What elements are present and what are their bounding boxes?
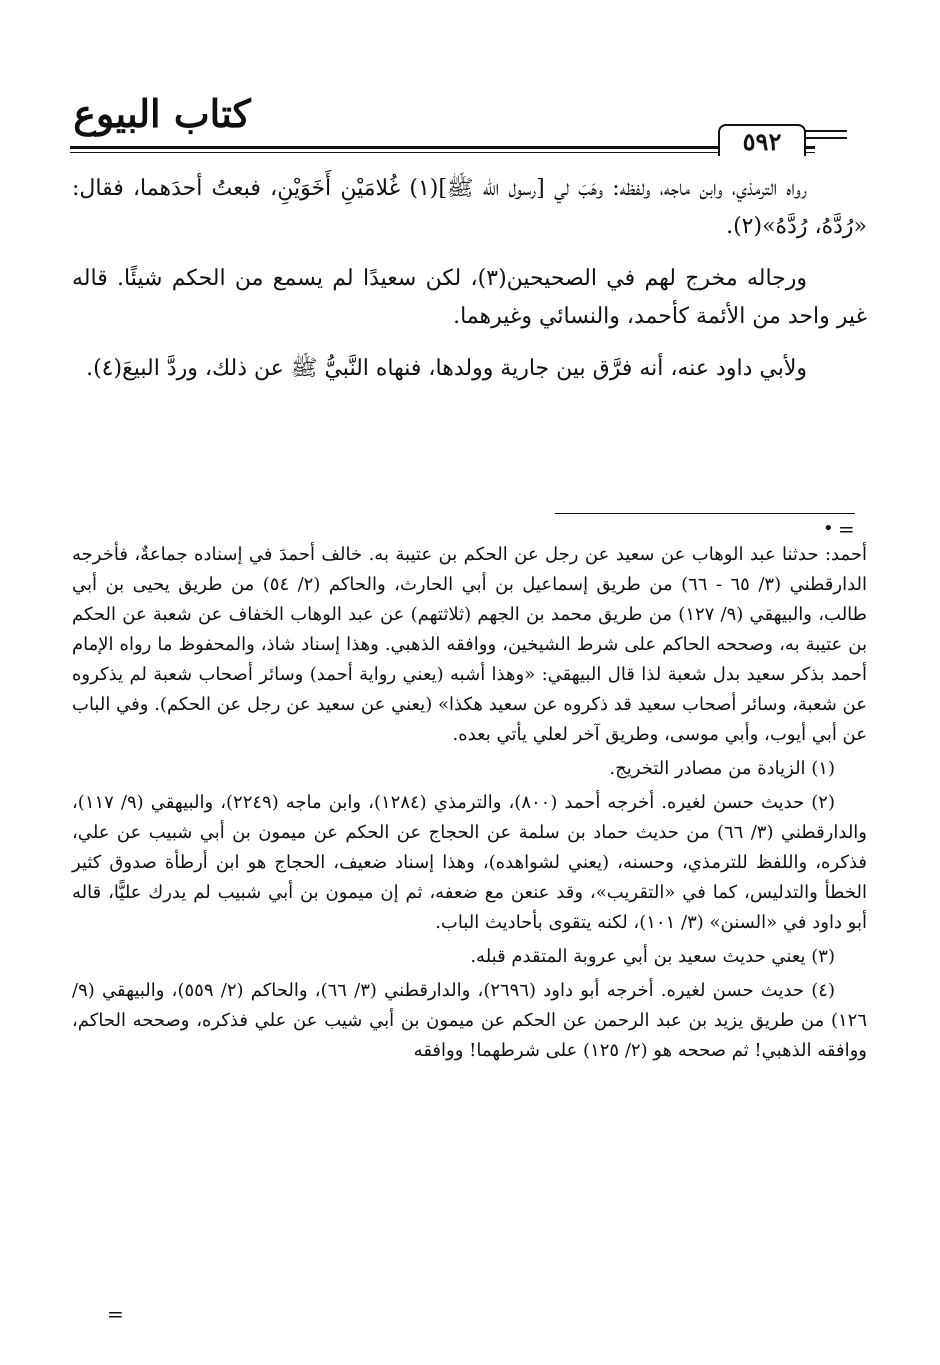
footnote-continuation-dot: • (823, 518, 834, 539)
page-header (0, 0, 940, 160)
main-paragraph: رواه الترمذي، وابن ماجه، ولفظه: وهَبَ لي [رسول الله ﷺ](١) غُلامَيْنِ أَخَوَيْنِ، فبعتُ أحدَهما، فقال: «رُدَّهُ، رُدَّهُ»(٢). (72, 176, 867, 239)
header-rule-thin (70, 152, 815, 153)
header-rule-right-bottom (805, 137, 847, 139)
footnotes (72, 540, 867, 1070)
footnote-divider (555, 513, 855, 514)
footnote-continued: أحمد: حدثنا عبد الوهاب عن سعيد عن رجل عن الحكم بن عتيبة به. خالف أحمدَ في إسناده جماعةٌ، فأخرجه الدارقطني (٣/ ٦٥ - ٦٦) من طريق إسماعيل بن أبي الحارث، والحاكم (٢/ ٥٤) من طريق يحيى بن أبي طالب، والبيهقي (٩/ ١٢٧) من طريق محمد بن الجهم (ثلاثتهم) عن عبد الوهاب الخفاف عن شعبة عن الحكم بن عتيبة به، وصححه الحاكم على شرط الشيخين، ووافقه الذهبي. وهذا إسناد شاذ، والمحفوظ ما رواه الإمام أحمد بذكر سعيد بدل شعبة لذا قال البيهقي: «وهذا أشبه (يعني رواية أحمد) وسائر أصحاب شعبة لم يذكروه عن شعبة، وسائر أصحاب سعيد قد ذكروه عن سعيد هكذا» (يعني عن سعيد عن رجل عن الحكم). وفي الباب عن أبي أيوب، وأبي موسى، وطريق آخر لعلي يأتي بعده. (72, 544, 868, 745)
header-rule (70, 146, 815, 149)
page-number: ٥٩٢ (718, 124, 806, 156)
footnote-end-mark: = (107, 1302, 124, 1326)
footnote-1: (١) الزيادة من مصادر التخريج. (609, 758, 835, 779)
footnote-continuation-mark: = (838, 517, 855, 541)
main-text (72, 170, 867, 402)
book-title: كتاب البيوع (73, 91, 251, 136)
main-paragraph: ولأبي داود عنه، أنه فرَّق بين جارية وولدها، فنهاه النَّبيُّ ﷺ عن ذلك، وردَّ البيعَ(٤). (86, 356, 807, 381)
main-paragraph: ورجاله مخرج لهم في الصحيحين(٣)، لكن سعيدًا لم يسمع من الحكم شيئًا. قاله غير واحد من الأئمة كأحمد، والنسائي وغيرهما. (72, 266, 867, 329)
footnote-4: (٤) حديث حسن لغيره. أخرجه أبو داود (٢٦٩٦)، والدارقطني (٣/ ٦٦)، والحاكم (٢/ ٥٥٩)، والبيهقي (٩/ ١٢٦) من طريق يزيد بن عبد الرحمن عن الحكم عن ميمون بن أبي شيب عن علي فذكره، وصححه الحاكم، ووافقه الذهبي! ثم صححه هو (٢/ ١٢٥) على شرطهما! ووافقه (72, 980, 867, 1061)
footnote-3: (٣) يعني حديث سعيد بن أبي عروبة المتقدم قبله. (470, 946, 835, 967)
footnote-2: (٢) حديث حسن لغيره. أخرجه أحمد (٨٠٠)، والترمذي (١٢٨٤)، وابن ماجه (٢٢٤٩)، والبيهقي (٩/ ١١٧)، والدارقطني (٣/ ٦٦) من حديث حماد بن سلمة عن الحجاج عن الحكم عن ميمون بن أبي شبيب عن علي، فذكره، واللفظ للترمذي، وحسنه، (يعني لشواهده)، وهذا إسناد ضعيف، الحجاج هو ابن أرطأة صدوق كثير الخطأ والتدليس، كما في «التقريب»، وقد عنعن مع ضعفه، ثم إن ميمون بن أبي شبيب لم يدرك عليًّا، قاله أبو داود في «السنن» (٣/ ١٠١)، لكنه يتقوى بأحاديث الباب. (72, 792, 867, 933)
header-rule-right-top (805, 130, 847, 132)
